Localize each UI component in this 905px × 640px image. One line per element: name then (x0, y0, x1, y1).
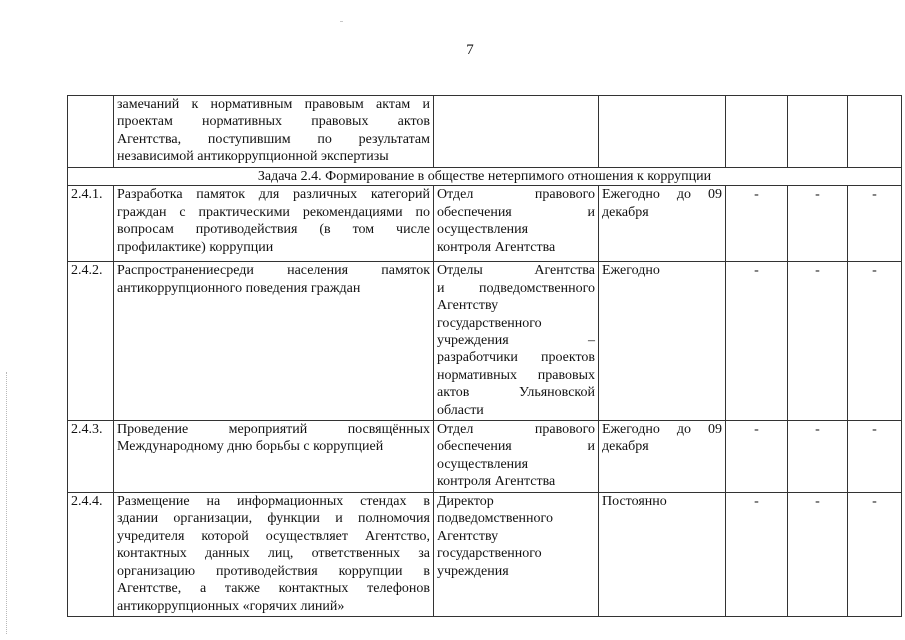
text-line: учреждения – (437, 333, 595, 349)
text-line: обеспечения и (437, 204, 595, 220)
text-line: независимой антикоррупционной экспертизы (117, 149, 389, 165)
task-cell (114, 493, 434, 617)
extra-cell-1: - (726, 186, 788, 262)
text-line: Международному дню борьбы с коррупцией (117, 439, 384, 455)
text-line: граждан с практическими рекомендациями по (117, 204, 430, 220)
scan-edge-dots (6, 372, 7, 634)
text-line: Распространениесреди населения памяток (117, 263, 430, 279)
text-line: контроля Агентства (437, 474, 556, 490)
text-line: Проведение мероприятий посвящённых (117, 422, 430, 438)
extra-cell-2: - (788, 421, 848, 493)
task-cell (114, 421, 434, 493)
term-cell (599, 421, 726, 493)
text-line: актов Ульяновской (437, 385, 595, 401)
text-line: Директор (437, 494, 494, 510)
text-line: декабря (602, 204, 649, 220)
extra-cell-2: - (788, 262, 848, 421)
extra-cell-3: - (848, 186, 902, 262)
text-line: контроля Агентства (437, 239, 556, 255)
text-line: вопросам противодействия (в том числе (117, 222, 430, 238)
text-line: профилактике) коррупции (117, 239, 274, 255)
extra-cell-3: - (848, 493, 902, 617)
executor-cell (434, 493, 599, 617)
row-number: 2.4.4. (68, 493, 114, 617)
text-line: Агентства, поступившим по результатам (117, 131, 430, 147)
text-line: замечаний к нормативным правовым актам и (117, 97, 430, 112)
text-line: антикоррупционного поведения граждан (117, 280, 361, 296)
text-line: организацию противодействия коррупции в (117, 563, 430, 579)
text-line: Отделы Агентства (437, 263, 595, 279)
task-cell (114, 96, 434, 168)
text-line: обеспечения и (437, 439, 595, 455)
table-row (68, 262, 902, 421)
table-row (68, 186, 902, 262)
text-line: Ежегодно до 09 (602, 422, 722, 438)
text-line: Агентству (437, 528, 499, 544)
executor-cell (434, 96, 599, 168)
term-cell (599, 186, 726, 262)
text-line: государственного (437, 315, 542, 331)
extra-cell-3: - (848, 262, 902, 421)
table-row (68, 493, 902, 617)
section-title: Задача 2.4. Формирование в обществе нетерпимого отношения к коррупции (68, 168, 902, 186)
extra-cell-1: - (726, 493, 788, 617)
text-line: разработчики проектов (437, 350, 595, 366)
text-line: антикоррупционных «горячих линий» (117, 598, 345, 614)
text-line: учреждения (437, 563, 509, 579)
text-line: контактных данных лиц, ответственных за (117, 546, 430, 562)
table-row-continued (68, 96, 902, 168)
text-line: здании организации, функции и полномочия (117, 511, 430, 527)
extra-cell-2 (788, 96, 848, 168)
term-cell (599, 493, 726, 617)
executor-cell (434, 262, 599, 421)
text-line: Размещение на информационных стендах в (117, 494, 430, 510)
text-line: осуществления (437, 456, 529, 472)
text-line: Агентству (437, 298, 499, 314)
task-cell (114, 186, 434, 262)
extra-cell-1: - (726, 421, 788, 493)
text-line: подведомственного (437, 511, 553, 527)
text-line: Отдел правового (437, 422, 595, 438)
extra-cell-2: - (788, 186, 848, 262)
extra-cell-2: - (788, 493, 848, 617)
text-line: области (437, 402, 484, 418)
page-number: 7 (466, 42, 474, 58)
text-line: проектам нормативных правовых актов (117, 114, 430, 130)
extra-cell-3 (848, 96, 902, 168)
text-line: и подведомственного (437, 280, 595, 296)
row-number: 2.4.2. (68, 262, 114, 421)
text-line: Агентстве, а также контактных телефонов (117, 581, 430, 597)
text-line: Постоянно (602, 494, 667, 510)
extra-cell-3: - (848, 421, 902, 493)
term-cell (599, 262, 726, 421)
row-number: 2.4.1. (68, 186, 114, 262)
task-cell (114, 262, 434, 421)
table-row (68, 421, 902, 493)
extra-cell-1 (726, 96, 788, 168)
section-row (68, 168, 902, 186)
text-line: осуществления (437, 222, 529, 238)
executor-cell (434, 186, 599, 262)
row-number-cell (68, 96, 114, 168)
executor-cell (434, 421, 599, 493)
scan-mark (340, 21, 343, 22)
row-number: 2.4.3. (68, 421, 114, 493)
text-line: учредителя которой осуществляет Агентство, (117, 528, 430, 544)
text-line: нормативных правовых (437, 367, 595, 383)
extra-cell-1: - (726, 262, 788, 421)
measures-table (67, 95, 902, 617)
text-line: Отдел правового (437, 187, 595, 203)
text-line: Разработка памяток для различных категорий (117, 187, 430, 203)
text-line: государственного (437, 546, 542, 562)
text-line: декабря (602, 439, 649, 455)
term-cell (599, 96, 726, 168)
text-line: Ежегодно (602, 263, 660, 279)
text-line: Ежегодно до 09 (602, 187, 722, 203)
